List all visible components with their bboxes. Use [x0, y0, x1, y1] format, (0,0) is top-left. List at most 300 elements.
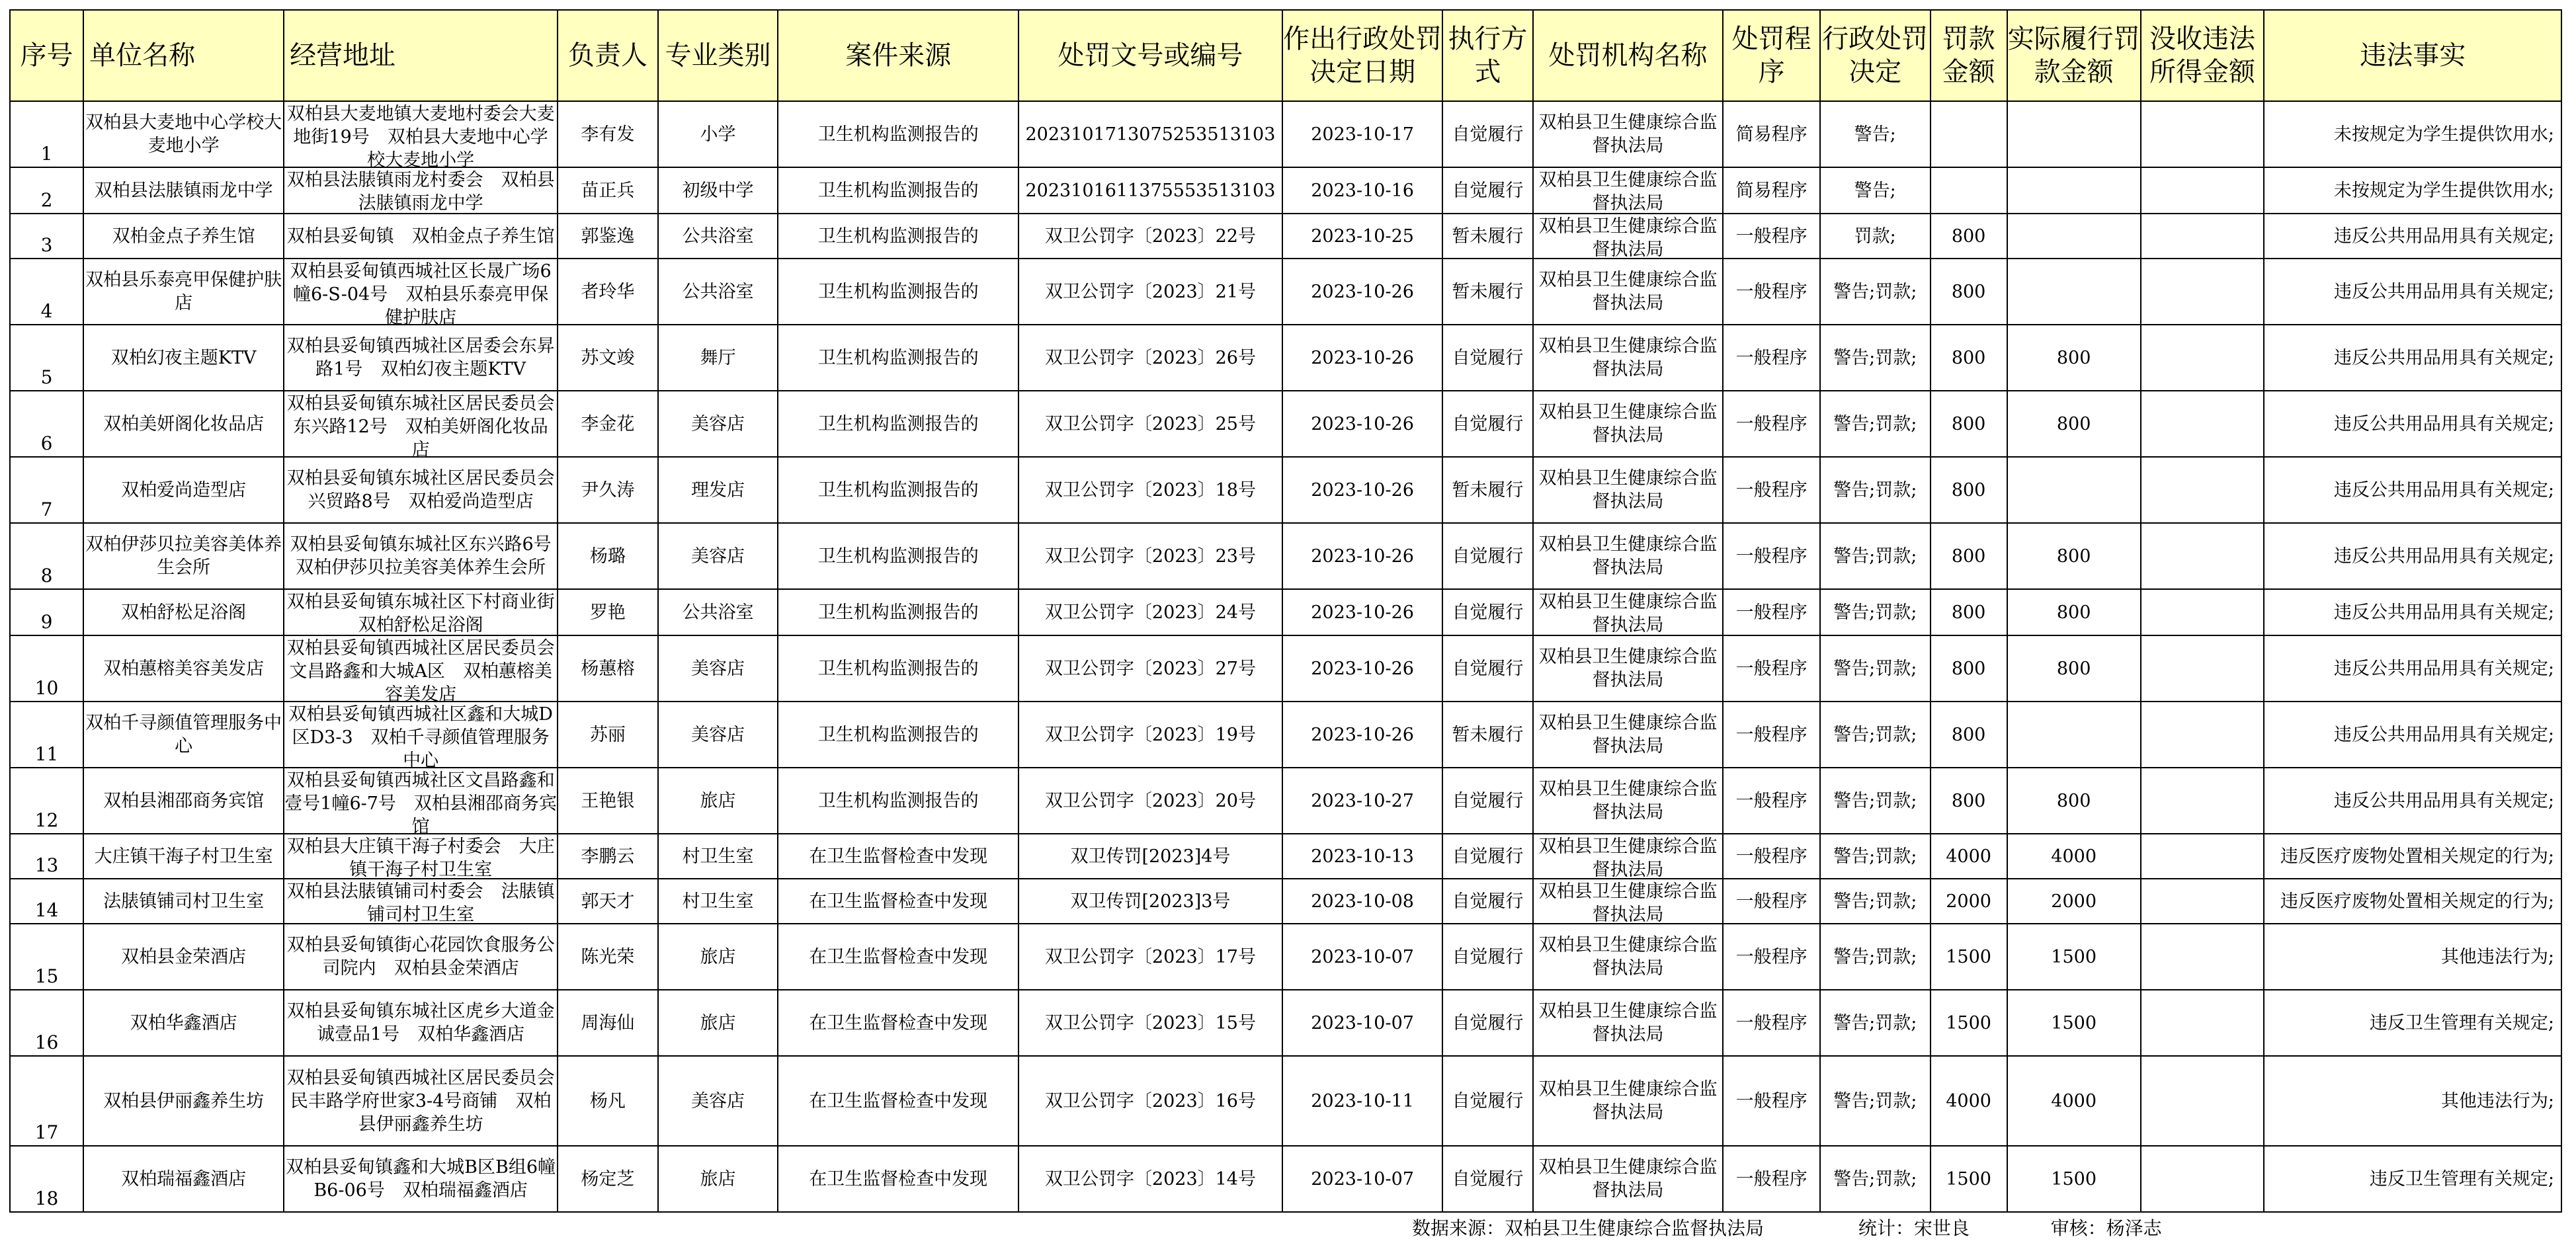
cell-confiscated	[2141, 101, 2264, 167]
cell-exec-text: 自觉履行	[1452, 790, 1524, 811]
cell-person-text: 罗艳	[589, 602, 626, 623]
cell-fact-text: 未按规定为学生提供饮用水;	[2333, 180, 2554, 201]
col-header-decision: 行政处罚决定	[1820, 10, 1931, 101]
cell-fine-text: 800	[1951, 545, 1986, 567]
cell-no	[10, 768, 83, 834]
cell-actual	[2007, 214, 2141, 259]
cell-person-text: 周海仙	[581, 1012, 635, 1033]
cell-date-text: 2023-10-13	[1311, 846, 1414, 867]
cell-decision	[1820, 391, 1931, 457]
cell-person-text: 李有发	[581, 124, 635, 145]
cell-no-text: 5	[40, 366, 53, 388]
cell-address-text: 双柏县大麦地镇大麦地村委会大麦地街19号 双柏县大麦地中心学校大麦地小学	[286, 104, 555, 171]
cell-actual	[2007, 167, 2141, 214]
cell-decision-text: 警告;罚款;	[1833, 1090, 1917, 1111]
cell-category-text: 理发店	[691, 479, 745, 501]
cell-date-text: 2023-10-26	[1311, 545, 1414, 567]
cell-address	[284, 768, 558, 837]
cell-doc	[1018, 523, 1282, 589]
cell-source-text: 卫生机构监测报告的	[817, 545, 979, 567]
cell-procedure-text: 一般程序	[1735, 347, 1807, 368]
cell-exec	[1442, 167, 1532, 214]
cell-procedure-text: 一般程序	[1735, 225, 1807, 247]
cell-address-text: 双柏县妥甸镇东城社区居民委员会兴贸路8号 双柏爱尚造型店	[286, 468, 555, 512]
cell-no-text: 16	[34, 1031, 59, 1053]
cell-agency-text: 双柏县卫生健康综合监督执法局	[1538, 112, 1718, 156]
cell-fact	[2264, 1146, 2561, 1212]
cell-source-text: 卫生机构监测报告的	[817, 281, 979, 302]
cell-exec	[1442, 990, 1532, 1056]
cell-decision-text: 警告;	[1854, 180, 1896, 201]
cell-confiscated	[2141, 1056, 2264, 1146]
cell-fine-text: 800	[1951, 225, 1986, 247]
cell-person-text: 杨定芝	[581, 1168, 635, 1189]
cell-fine-text: 4000	[1946, 1090, 1991, 1111]
cell-person	[558, 834, 657, 879]
cell-fine-text: 1500	[1946, 1012, 1991, 1033]
cell-address-text: 双柏县妥甸镇西城社区居委会东昇路1号 双柏幻夜主题KTV	[286, 336, 555, 380]
cell-exec	[1442, 702, 1532, 768]
cell-actual	[2007, 589, 2141, 635]
cell-category-text: 美容店	[691, 413, 745, 434]
cell-fine-text: 4000	[1946, 846, 1991, 867]
cell-confiscated	[2141, 457, 2264, 523]
cell-unit	[83, 1146, 284, 1212]
cell-person-text: 杨蕙榕	[581, 658, 635, 679]
cell-procedure-text: 一般程序	[1735, 1012, 1807, 1033]
cell-doc	[1018, 768, 1282, 834]
cell-source-text: 卫生机构监测报告的	[817, 658, 979, 679]
cell-decision-text: 警告;罚款;	[1833, 413, 1917, 434]
cell-person	[558, 990, 657, 1056]
cell-address-text: 双柏县法脿镇铺司村委会 法脿镇铺司村卫生室	[286, 881, 555, 925]
cell-fact-text: 违反公共用品用具有关规定;	[2333, 479, 2554, 501]
cell-category-text: 舞厅	[700, 347, 736, 368]
cell-address	[284, 702, 558, 771]
cell-confiscated	[2141, 879, 2264, 924]
cell-doc	[1018, 325, 1282, 391]
cell-address	[284, 1146, 558, 1212]
cell-confiscated	[2141, 990, 2264, 1056]
cell-category-text: 公共浴室	[682, 225, 754, 247]
cell-confiscated	[2141, 768, 2264, 834]
cell-date	[1282, 990, 1442, 1056]
cell-unit-text: 双柏美妍阁化妆品店	[103, 413, 265, 434]
cell-doc-text: 双卫公罚字〔2023〕23号	[1044, 545, 1256, 567]
cell-person	[558, 768, 657, 834]
cell-person	[558, 879, 657, 924]
cell-exec	[1442, 391, 1532, 457]
cell-fine-text: 800	[1951, 658, 1986, 679]
cell-actual	[2007, 1056, 2141, 1146]
cell-date	[1282, 768, 1442, 834]
cell-fact	[2264, 325, 2561, 391]
cell-no-text: 14	[34, 899, 59, 921]
cell-address-text: 双柏县妥甸镇街心花园饮食服务公司院内 双柏县金荣酒店	[286, 935, 555, 979]
cell-procedure-text: 一般程序	[1735, 790, 1807, 811]
cell-fine-text: 800	[1951, 479, 1986, 501]
cell-category-text: 美容店	[691, 1090, 745, 1111]
cell-source-text: 卫生机构监测报告的	[817, 413, 979, 434]
cell-procedure-text: 一般程序	[1735, 479, 1807, 501]
cell-fine	[1931, 702, 2007, 768]
cell-source	[778, 457, 1018, 523]
cell-person-text: 苏文竣	[581, 347, 635, 368]
cell-decision	[1820, 457, 1931, 523]
cell-no-text: 15	[34, 965, 59, 987]
cell-unit	[83, 879, 284, 924]
cell-source-text: 卫生机构监测报告的	[817, 124, 979, 145]
cell-person-text: 苏丽	[589, 724, 626, 745]
cell-unit-text: 法脿镇铺司村卫生室	[103, 891, 265, 912]
cell-actual	[2007, 101, 2141, 167]
cell-person-text: 尹久涛	[581, 479, 635, 501]
cell-decision-text: 警告;罚款;	[1833, 790, 1917, 811]
col-header-category: 专业类别	[658, 10, 778, 101]
cell-address	[284, 990, 558, 1056]
cell-date-text: 2023-10-07	[1311, 946, 1414, 967]
cell-no-text: 17	[34, 1121, 59, 1143]
cell-fine	[1931, 990, 2007, 1056]
cell-doc	[1018, 214, 1282, 259]
cell-unit	[83, 589, 284, 635]
cell-unit	[83, 834, 284, 879]
cell-agency	[1533, 924, 1724, 990]
cell-fact	[2264, 834, 2561, 879]
cell-source-text: 在卫生监督检查中发现	[809, 846, 988, 867]
cell-fact-text: 违反公共用品用具有关规定;	[2333, 602, 2554, 623]
cell-date-text: 2023-10-25	[1311, 225, 1414, 247]
col-header-address: 经营地址	[284, 10, 558, 101]
col-header-date: 作出行政处罚决定日期	[1282, 10, 1442, 101]
cell-no-text: 8	[40, 565, 53, 586]
cell-procedure	[1723, 259, 1819, 325]
header-row	[10, 10, 2561, 101]
cell-procedure	[1723, 523, 1819, 589]
cell-decision-text: 警告;罚款;	[1833, 846, 1917, 867]
cell-fine	[1931, 879, 2007, 924]
cell-agency-text: 双柏县卫生健康综合监督执法局	[1538, 402, 1718, 446]
cell-exec-text: 自觉履行	[1452, 124, 1524, 145]
cell-fine	[1931, 589, 2007, 635]
cell-exec	[1442, 635, 1532, 702]
cell-procedure	[1723, 768, 1819, 834]
cell-fact	[2264, 214, 2561, 259]
cell-confiscated	[2141, 214, 2264, 259]
table-row	[10, 768, 2561, 834]
cell-doc	[1018, 924, 1282, 990]
cell-fine-text: 800	[1951, 347, 1986, 368]
cell-actual-text: 1500	[2051, 1012, 2097, 1033]
cell-date	[1282, 834, 1442, 879]
cell-decision	[1820, 167, 1931, 214]
cell-address	[284, 879, 558, 924]
cell-agency	[1533, 391, 1724, 457]
cell-person	[558, 457, 657, 523]
cell-category	[658, 702, 778, 768]
cell-fine-text: 800	[1951, 724, 1986, 745]
cell-unit-text: 双柏县法脿镇雨龙中学	[94, 180, 273, 201]
cell-doc-text: 双卫公罚字〔2023〕16号	[1044, 1090, 1256, 1111]
col-header-no: 序号	[10, 10, 83, 101]
cell-source-text: 在卫生监督检查中发现	[809, 946, 988, 967]
table-row	[10, 834, 2561, 879]
cell-source	[778, 589, 1018, 635]
cell-fine	[1931, 834, 2007, 879]
cell-fine-text: 1500	[1946, 1168, 1991, 1189]
cell-doc-text: 20231016113755535​13103	[1025, 180, 1276, 201]
cell-no	[10, 834, 83, 879]
cell-actual	[2007, 768, 2141, 834]
cell-source	[778, 259, 1018, 325]
cell-fine	[1931, 101, 2007, 167]
cell-source	[778, 879, 1018, 924]
cell-unit-text: 双柏县乐泰亮甲保健护肤店	[85, 270, 282, 313]
cell-unit-text: 双柏爱尚造型店	[121, 479, 247, 501]
cell-exec	[1442, 259, 1532, 325]
cell-confiscated	[2141, 589, 2264, 635]
cell-fact	[2264, 167, 2561, 214]
cell-address	[284, 101, 558, 171]
cell-date-text: 2023-10-26	[1311, 347, 1414, 368]
cell-exec	[1442, 1146, 1532, 1212]
cell-source	[778, 325, 1018, 391]
cell-fine	[1931, 325, 2007, 391]
cell-source-text: 在卫生监督检查中发现	[809, 891, 988, 912]
cell-actual-text: 800	[2056, 658, 2091, 679]
cell-category	[658, 523, 778, 589]
cell-decision-text: 警告;罚款;	[1833, 658, 1917, 679]
cell-no	[10, 523, 83, 589]
col-header-procedure: 处罚程序	[1723, 10, 1819, 101]
cell-fact-text: 违反公共用品用具有关规定;	[2333, 545, 2554, 567]
cell-procedure-text: 一般程序	[1735, 891, 1807, 912]
table-row	[10, 259, 2561, 325]
cell-person	[558, 523, 657, 589]
cell-doc	[1018, 259, 1282, 325]
cell-person	[558, 702, 657, 768]
cell-unit	[83, 214, 284, 259]
table-row	[10, 924, 2561, 990]
cell-exec-text: 自觉履行	[1452, 347, 1524, 368]
cell-decision-text: 警告;罚款;	[1833, 724, 1917, 745]
cell-source-text: 卫生机构监测报告的	[817, 479, 979, 501]
cell-procedure	[1723, 1146, 1819, 1212]
cell-actual	[2007, 457, 2141, 523]
cell-person-text: 郭天才	[581, 891, 635, 912]
cell-source-text: 卫生机构监测报告的	[817, 347, 979, 368]
cell-fact-text: 违反医疗废物处置相关规定的行为;	[2280, 846, 2554, 867]
cell-agency-text: 双柏县卫生健康综合监督执法局	[1538, 647, 1718, 690]
cell-no-text: 6	[40, 432, 53, 454]
cell-category-text: 初级中学	[682, 180, 754, 201]
cell-decision	[1820, 1056, 1931, 1146]
cell-actual	[2007, 879, 2141, 924]
cell-address	[284, 523, 569, 589]
table-row	[10, 702, 2561, 768]
cell-address-text: 双柏县大庄镇干海子村委会 大庄镇干海子村卫生室	[286, 836, 555, 880]
cell-actual-text: 1500	[2051, 1168, 2097, 1189]
cell-source	[778, 167, 1018, 214]
cell-agency-text: 双柏县卫生健康综合监督执法局	[1538, 713, 1718, 756]
cell-procedure	[1723, 635, 1819, 702]
cell-unit-text: 大庄镇干海子村卫生室	[94, 846, 273, 867]
cell-person	[558, 167, 657, 214]
cell-person	[558, 325, 657, 391]
cell-exec-text: 自觉履行	[1452, 1012, 1524, 1033]
cell-fact	[2264, 589, 2561, 635]
cell-fine	[1931, 457, 2007, 523]
cell-category-text: 村卫生室	[682, 891, 754, 912]
cell-fine-text: 2000	[1946, 891, 1991, 912]
cell-exec-text: 自觉履行	[1452, 545, 1524, 567]
cell-fact	[2264, 259, 2561, 325]
cell-person	[558, 635, 657, 702]
cell-agency	[1533, 834, 1724, 879]
cell-date	[1282, 214, 1442, 259]
cell-date-text: 2023-10-08	[1311, 891, 1414, 912]
cell-agency	[1533, 879, 1724, 924]
cell-fact	[2264, 702, 2561, 768]
cell-procedure-text: 一般程序	[1735, 602, 1807, 623]
cell-agency	[1533, 101, 1724, 167]
cell-no	[10, 101, 83, 167]
cell-date-text: 2023-10-26	[1311, 724, 1414, 745]
cell-date	[1282, 325, 1442, 391]
cell-exec-text: 自觉履行	[1452, 946, 1524, 967]
cell-category-text: 村卫生室	[682, 846, 754, 867]
cell-category-text: 公共浴室	[682, 602, 754, 623]
cell-fine-text: 1500	[1946, 946, 1991, 967]
cell-fact-text: 违反公共用品用具有关规定;	[2333, 281, 2554, 302]
cell-unit-text: 双柏县伊丽鑫养生坊	[103, 1090, 265, 1111]
cell-fact-text: 违反医疗废物处置相关规定的行为;	[2280, 891, 2554, 912]
cell-exec-text: 自觉履行	[1452, 602, 1524, 623]
col-header-fact: 违法事实	[2264, 10, 2561, 101]
table-row	[10, 167, 2561, 214]
col-header-fine: 罚款金额	[1931, 10, 2007, 101]
cell-no-text: 3	[40, 234, 53, 256]
cell-category	[658, 1146, 778, 1212]
cell-decision	[1820, 768, 1931, 834]
cell-doc-text: 双卫公罚字〔2023〕22号	[1044, 225, 1256, 247]
cell-fact	[2264, 523, 2561, 589]
cell-unit	[83, 924, 284, 990]
cell-fact	[2264, 1056, 2561, 1146]
col-header-person: 负责人	[558, 10, 657, 101]
cell-decision-text: 罚款;	[1854, 225, 1896, 247]
cell-address-text: 双柏县妥甸镇西城社区长晟广场6幢6-S-04号 双柏县乐泰亮甲保健护肤店	[290, 261, 552, 328]
cell-category	[658, 259, 778, 325]
cell-decision	[1820, 214, 1931, 259]
cell-category-text: 美容店	[691, 724, 745, 745]
cell-no-text: 11	[34, 743, 59, 765]
cell-unit-text: 双柏县金荣酒店	[121, 946, 247, 967]
cell-category	[658, 589, 778, 635]
cell-unit-text: 双柏蕙榕美容美发店	[103, 658, 265, 679]
cell-agency-text: 双柏县卫生健康综合监督执法局	[1538, 534, 1718, 578]
cell-exec	[1442, 768, 1532, 834]
cell-no	[10, 457, 83, 523]
cell-no-text: 12	[34, 809, 59, 831]
cell-procedure-text: 一般程序	[1735, 1168, 1807, 1189]
cell-confiscated	[2141, 924, 2264, 990]
cell-source	[778, 834, 1018, 879]
cell-no-text: 13	[34, 854, 59, 876]
table-row	[10, 990, 2561, 1056]
cell-fact-text: 违反公共用品用具有关规定;	[2333, 413, 2554, 434]
cell-source	[778, 101, 1018, 167]
table-row	[10, 391, 2561, 457]
cell-fact-text: 未按规定为学生提供饮用水;	[2333, 124, 2554, 145]
footer-stats: 统计：宋世良	[1858, 1217, 1970, 1239]
cell-person	[558, 589, 657, 635]
cell-fact-text: 违反公共用品用具有关规定;	[2333, 790, 2554, 811]
cell-doc-text: 双卫公罚字〔2023〕14号	[1044, 1168, 1256, 1189]
cell-procedure-text: 一般程序	[1735, 281, 1807, 302]
cell-fine	[1931, 523, 2007, 589]
cell-date	[1282, 1056, 1442, 1146]
cell-procedure	[1723, 589, 1819, 635]
cell-no	[10, 391, 83, 457]
cell-fine	[1931, 259, 2007, 325]
cell-doc	[1018, 990, 1282, 1056]
cell-agency-text: 双柏县卫生健康综合监督执法局	[1538, 216, 1718, 260]
cell-procedure-text: 一般程序	[1735, 846, 1807, 867]
cell-exec	[1442, 1056, 1532, 1146]
cell-category-text: 旅店	[700, 946, 736, 967]
cell-exec-text: 暂未履行	[1452, 724, 1524, 745]
cell-decision	[1820, 101, 1931, 167]
cell-unit	[83, 325, 284, 391]
cell-actual	[2007, 325, 2141, 391]
cell-address	[284, 834, 558, 879]
cell-unit	[83, 990, 284, 1056]
cell-agency	[1533, 635, 1724, 702]
cell-source	[778, 1056, 1018, 1146]
cell-fact	[2264, 391, 2561, 457]
cell-decision	[1820, 834, 1931, 879]
cell-address-text: 双柏县妥甸镇鑫和大城B区B组6幢B6-06号 双柏瑞福鑫酒店	[286, 1157, 556, 1201]
cell-no-text: 18	[34, 1188, 59, 1209]
cell-fact	[2264, 924, 2561, 990]
cell-date	[1282, 101, 1442, 167]
cell-agency	[1533, 259, 1724, 325]
cell-category	[658, 879, 778, 924]
cell-person	[558, 1146, 657, 1212]
cell-doc	[1018, 167, 1282, 214]
cell-address-text: 双柏县法脿镇雨龙村委会 双柏县法脿镇雨龙中学	[286, 170, 555, 214]
cell-date-text: 2023-10-26	[1311, 658, 1414, 679]
cell-decision	[1820, 924, 1931, 990]
cell-fact-text: 违反公共用品用具有关规定;	[2333, 225, 2554, 247]
cell-date-text: 2023-10-16	[1311, 180, 1414, 201]
cell-no-text: 9	[40, 611, 53, 633]
cell-exec-text: 自觉履行	[1452, 413, 1524, 434]
table-row	[10, 214, 2561, 259]
cell-agency-text: 双柏县卫生健康综合监督执法局	[1538, 170, 1718, 214]
cell-no	[10, 1146, 83, 1212]
cell-exec-text: 自觉履行	[1452, 891, 1524, 912]
table-row	[10, 589, 2561, 635]
cell-date	[1282, 457, 1442, 523]
cell-address	[284, 635, 558, 705]
cell-address	[284, 259, 558, 328]
cell-person	[558, 214, 657, 259]
col-header-source: 案件来源	[778, 10, 1018, 101]
col-header-doc: 处罚文号或编号	[1018, 10, 1282, 101]
cell-agency	[1533, 167, 1724, 214]
